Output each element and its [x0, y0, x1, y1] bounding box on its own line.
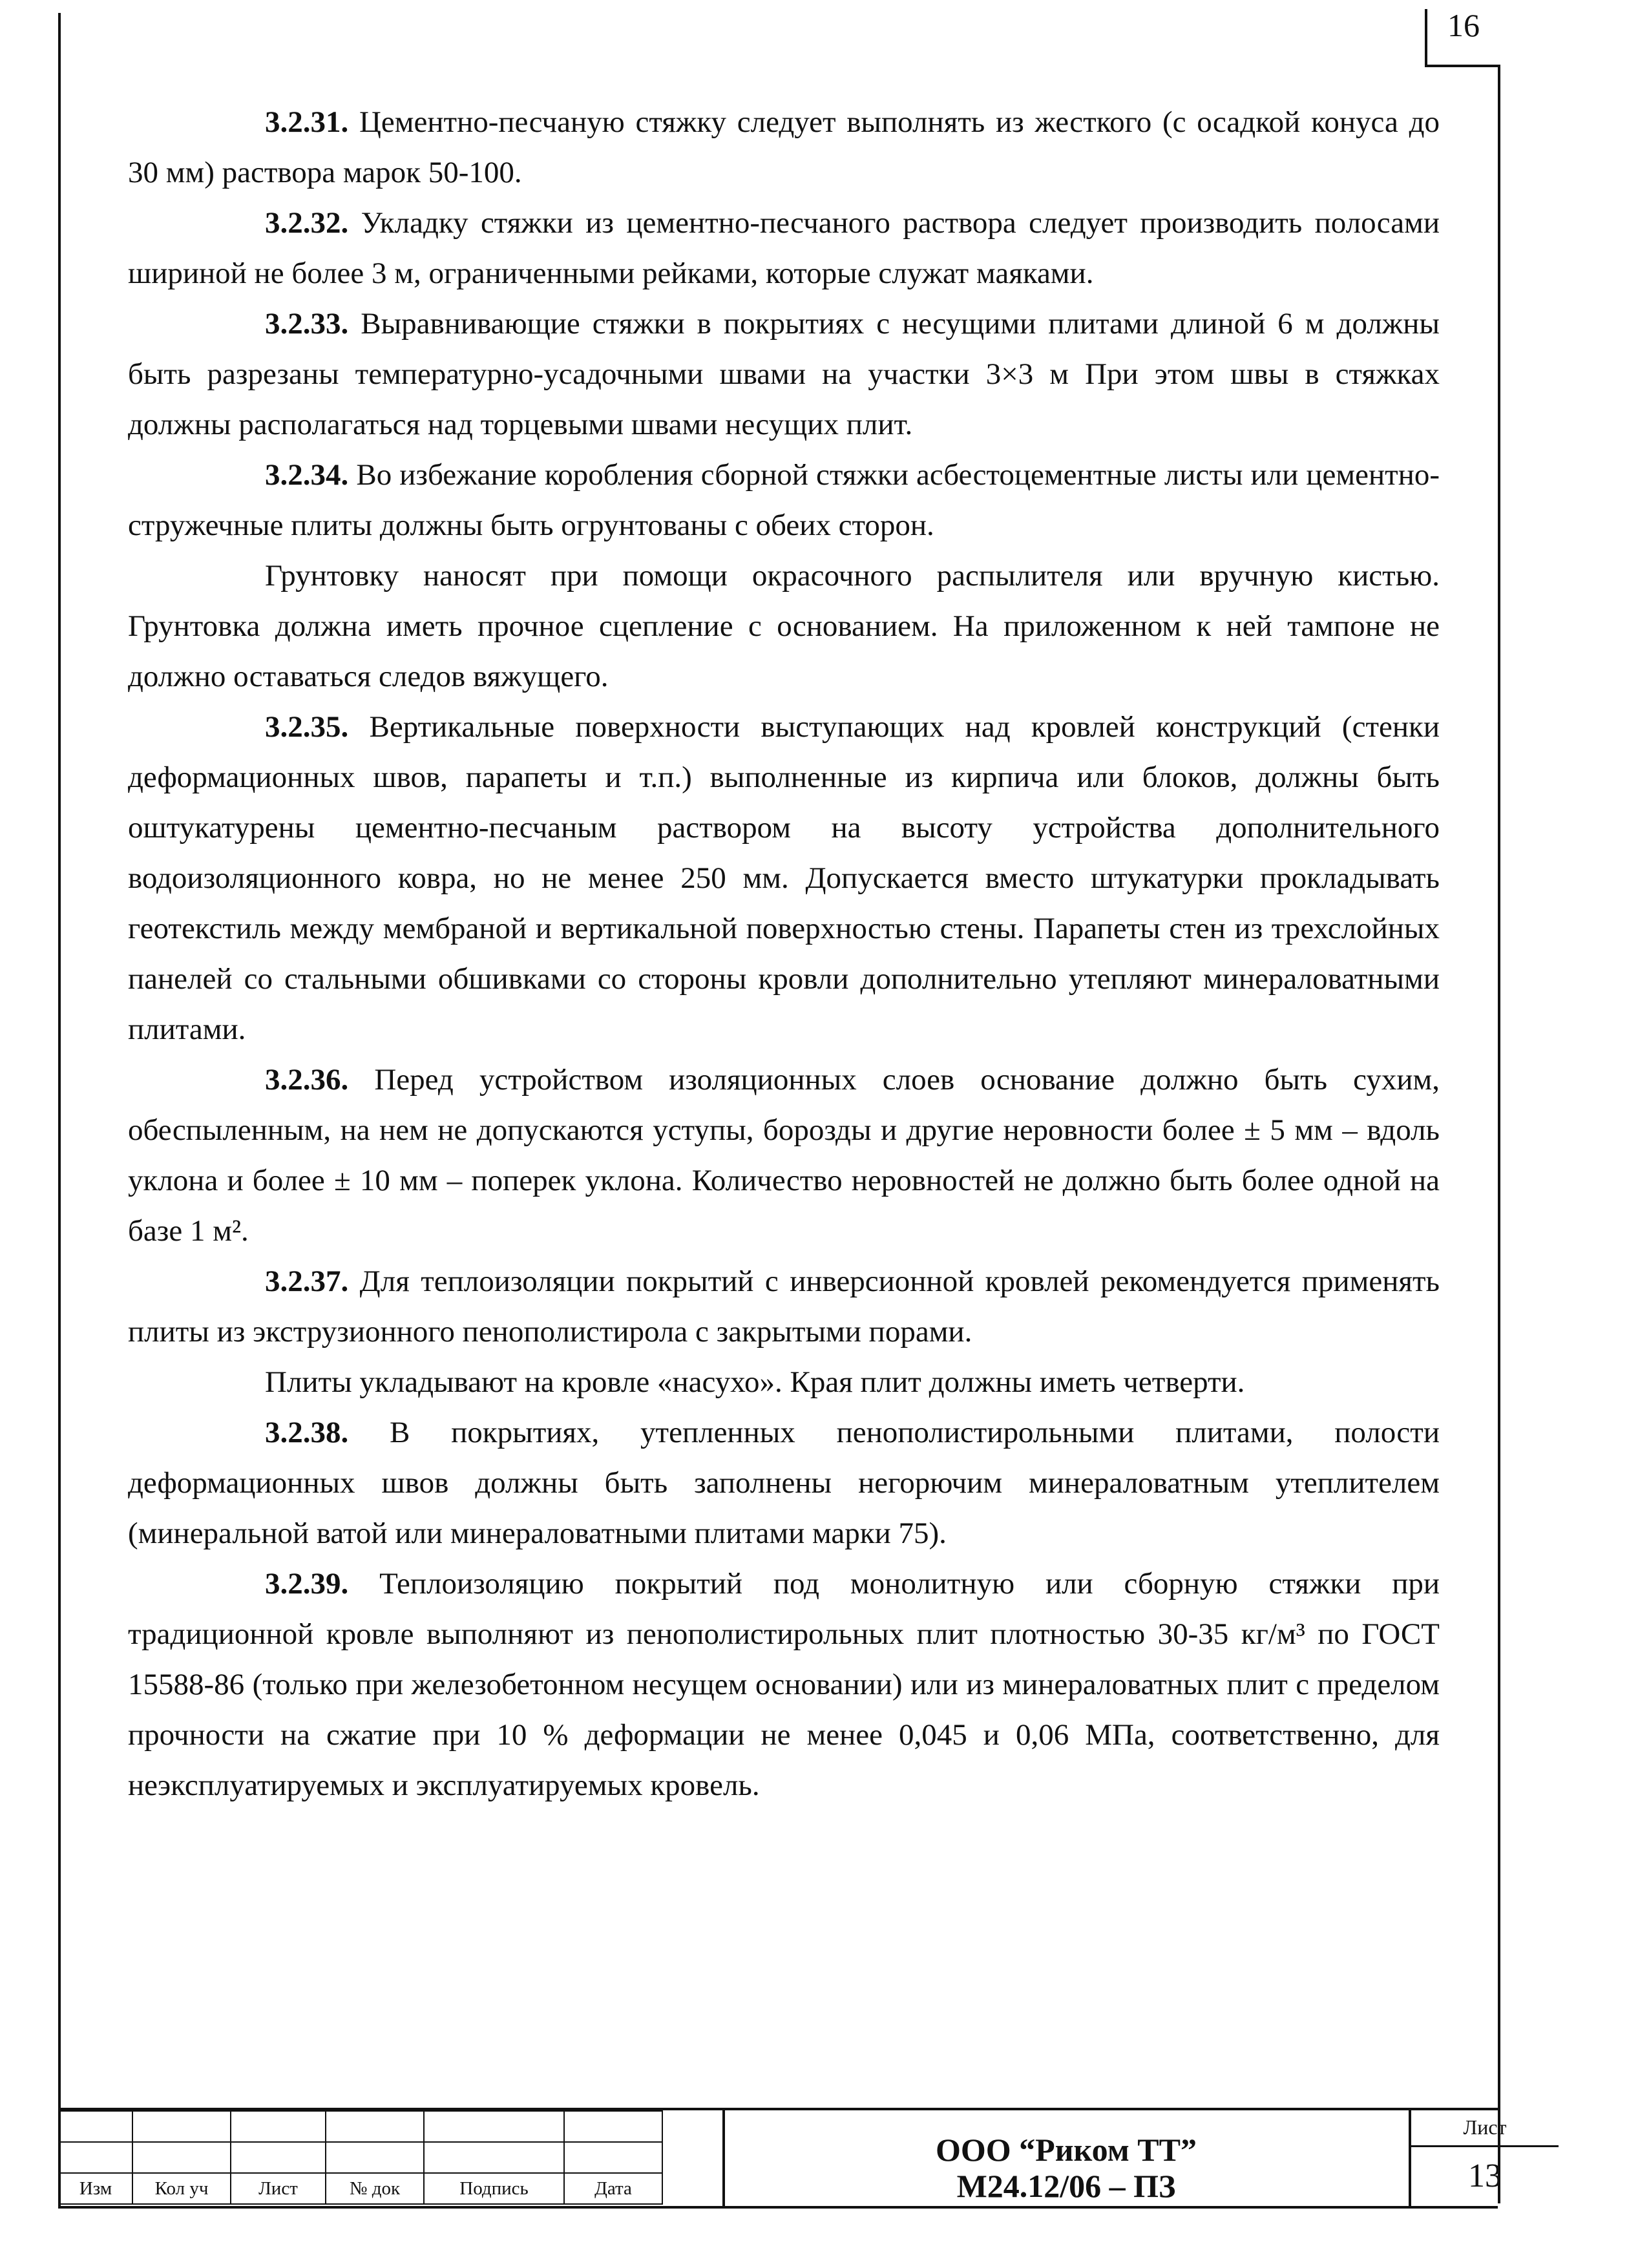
- col-list: Лист: [231, 2173, 326, 2204]
- col-doc-num: № док: [326, 2173, 424, 2204]
- frame-right-border: [1498, 65, 1500, 2203]
- paragraph-3-2-32: 3.2.32. Укладку стяжки из цементно-песчаного раствора следует производить полосами шириной не более 3 м, ограниченными рейками, которые служат маяками.: [128, 206, 1440, 290]
- sheet-number: 13: [1468, 2158, 1502, 2194]
- paragraph-3-2-36: 3.2.36. Перед устройством изоляционных слоев основание должно быть сухим, обеспыленным, на нем не допускаются уступы, борозды и другие неровности более ± 5 мм – вдоль уклона и более ± 10 мм – поперек уклона. Количество неровностей не должно быть более одной на базе 1 м².: [128, 1063, 1440, 1248]
- paragraph-3-2-37: 3.2.37. Для теплоизоляции покрытий с инверсионной кровлей рекомендуется применять плиты из экструзионного пенополистирола с закрытыми порами.: [128, 1265, 1440, 1349]
- paragraph-plates: Плиты укладывают на кровле «насухо». Края плит должны иметь четверти.: [265, 1365, 1245, 1399]
- paragraph-3-2-35: 3.2.35. Вертикальные поверхности выступающих над кровлей конструкций (стенки деформационных швов, парапеты и т.п.) выполненные из кирпича или блоков, должны быть оштукатурены цементно-песчаным раствором на высоту устройства дополнительного водоизоляционного ковра, но не менее 250 мм. Допускается вместо штукатурки прокладывать геотекстиль между мембраной и вертикальной поверхностью стены. Парапеты стен из трехслойных панелей со стальными обшивками со стороны кровли дополнительно утепляют минераловатными плитами.: [128, 710, 1440, 1046]
- sheet-label: Лист: [1463, 2116, 1507, 2139]
- document-body: [128, 97, 1440, 1811]
- col-date: Дата: [564, 2173, 662, 2204]
- sheet-cell: [1409, 2110, 1559, 2206]
- paragraph-3-2-38: 3.2.38. В покрытиях, утепленных пенополистирольными плитами, полости деформационных швов должны быть заполнены негорючим минераловатным утеплителем (минеральной ватой или минераловатными плитами марки 75).: [128, 1416, 1440, 1550]
- revision-table: [58, 2110, 663, 2205]
- paragraph-3-2-33: 3.2.33. Выравнивающие стяжки в покрытиях с несущими плитами длиной 6 м должны быть разрезаны температурно-усадочными швами на участки 3×3 м При этом швы в стяжках должны располагаться над торцевыми швами несущих плит.: [128, 307, 1440, 441]
- sheet-divider: [1411, 2145, 1559, 2147]
- col-kol-uch: Кол уч: [132, 2173, 231, 2204]
- frame-left-border: [58, 13, 61, 2207]
- page-number: 16: [1447, 7, 1480, 43]
- paragraph-3-2-34: 3.2.34. Во избежание коробления сборной стяжки асбестоцементные листы или цементно-стружечные плиты должны быть огрунтованы с обеих сторон.: [128, 458, 1440, 542]
- title-block: [58, 2108, 1507, 2209]
- col-izm: Изм: [59, 2173, 132, 2204]
- col-signature: Подпись: [424, 2173, 564, 2204]
- paragraph-primer: Грунтовку наносят при помощи окрасочного распылителя или вручную кистью. Грунтовка должна иметь прочное сцепление с основанием. На приложенном к ней тампоне не должно оставаться следов вяжущего.: [128, 559, 1440, 693]
- paragraph-3-2-31: 3.2.31. Цементно-песчаную стяжку следует выполнять из жесткого (с осадкой конуса до 30 мм) раствора марок 50-100.: [128, 105, 1440, 189]
- frame-top-border: [1425, 65, 1499, 67]
- paragraph-3-2-39: 3.2.39. Теплоизоляцию покрытий под монолитную или сборную стяжки при традиционной кровле выполняют из пенополистирольных плит плотностью 30-35 кг/м³ по ГОСТ 15588-86 (только при железобетонном несущем основании) или из минераловатных плит с пределом прочности на сжатие при 10 % деформации не менее 0,045 и 0,06 МПа, соответственно, для неэксплуатируемых и эксплуатируемых кровель.: [128, 1567, 1440, 1802]
- document-code: М24.12/06 – ПЗ: [956, 2168, 1176, 2204]
- company-name: ООО “Риком ТТ”: [936, 2132, 1197, 2168]
- company-cell: [724, 2110, 1409, 2206]
